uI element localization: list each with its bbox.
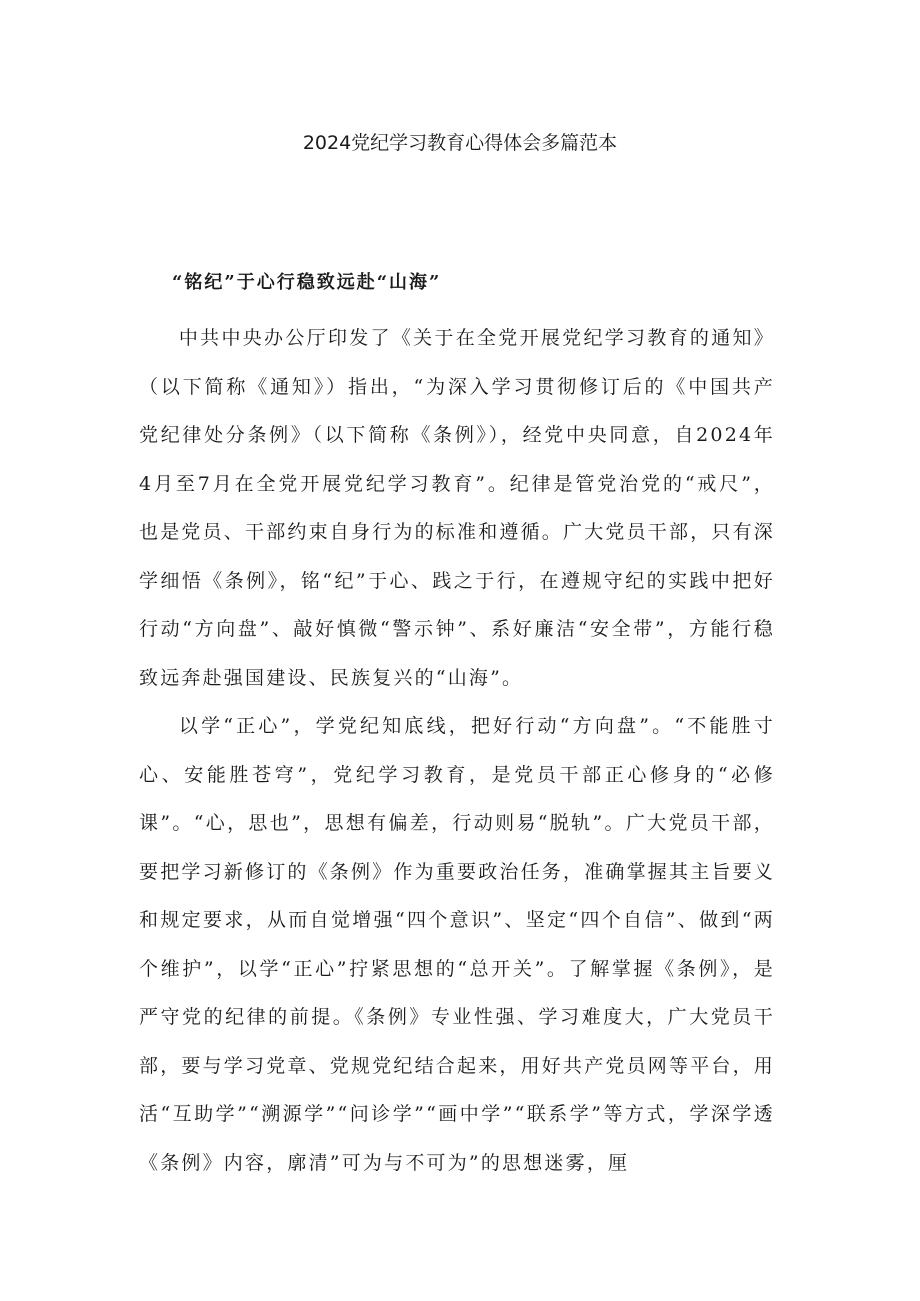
document-body [139, 314, 775, 1187]
section-heading: “铭纪”于心行稳致远赴“山海” [172, 272, 442, 293]
body-paragraph-1: 中共中央办公厅印发了《关于在全党开展党纪学习教育的通知》（以下简称《通知》）指出，“为深入学习贯彻修订后的《中国共产党纪律处分条例》（以下简称《条例》），经党中央同意，自2024年4月至7月在全党开展党纪学习教育”。纪律是管党治党的“戒尺”，也是党员、干部约束自身行为的标准和遵循。广大党员干部，只有深学细悟《条例》，铭“纪”于心、践之于行，在遵规守纪的实践中把好行动“方向盘”、敲好慎微“警示钟”、系好廉洁“安全带”，方能行稳致远奔赴强国建设、民族复兴的“山海”。 [139, 327, 776, 689]
document-title: 2024党纪学习教育心得体会多篇范本 [302, 132, 618, 154]
body-paragraph-2: 以学“正心”，学党纪知底线，把好行动“方向盘”。“不能胜寸心、安能胜苍穹”，党纪学习教育，是党员干部正心修身的“必修课”。“心，思也”，思想有偏差，行动则易“脱轨”。广大党员干部，要把学习新修订的《条例》作为重要政治任务，准确掌握其主旨要义和规定要求，从而自觉增强“四个意识”、坚定“四个自信”、做到“两个维护”，以学“正心”拧紧思想的“总开关”。了解掌握《条例》，是严守党的纪律的前提。《条例》专业性强、学习难度大，广大党员干部，要与学习党章、党规党纪结合起来，用好共产党员网等平台，用活“互助学”“溯源学”“问诊学”“画中学”“联系学”等方式，学深学透《条例》内容，廓清”可为与不可为”的思想迷雾，厘 [139, 715, 776, 1174]
